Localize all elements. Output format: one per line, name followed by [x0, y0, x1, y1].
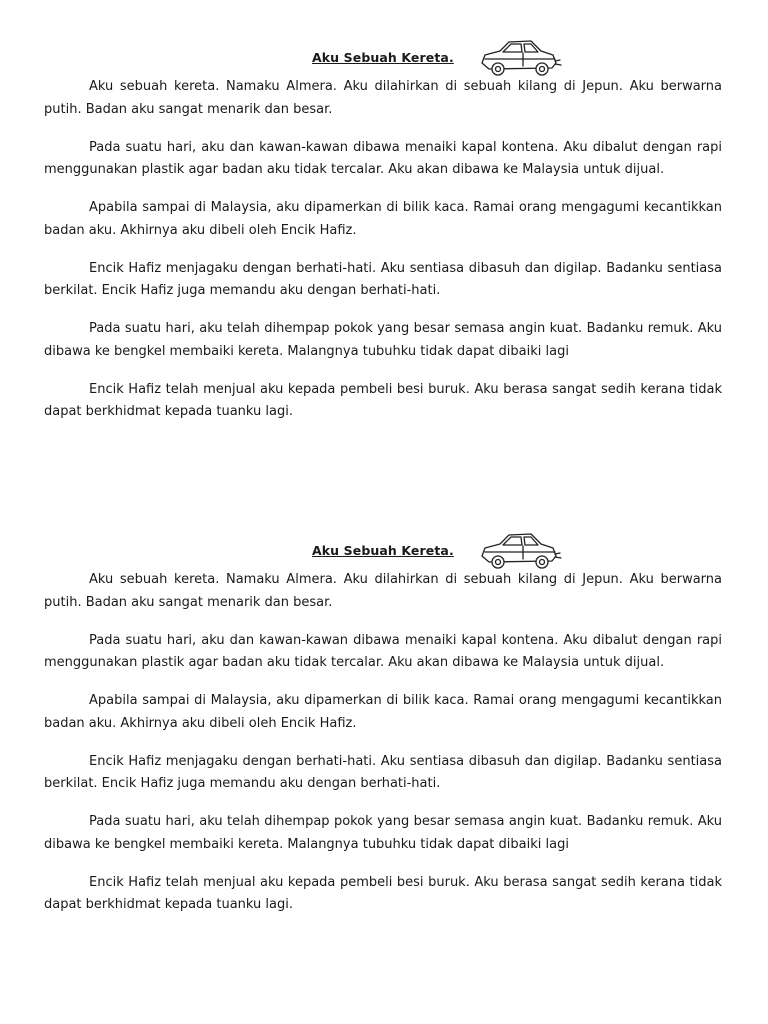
paragraph: Encik Hafiz menjagaku dengan berhati-hati. Aku sentiasa dibasuh dan digilap. Badanku sentiasa berkilat. Encik Hafiz juga memandu aku dengan berhati-hati. [44, 260, 722, 298]
paragraph: Apabila sampai di Malaysia, aku dipamerkan di bilik kaca. Ramai orang mengagumi kecantikkan badan aku. Akhirnya aku dibeli oleh Encik Hafiz. [44, 200, 722, 238]
paragraph: Aku sebuah kereta. Namaku Almera. Aku dilahirkan di sebuah kilang di Jepun. Aku berwarna putih. Badan aku sangat menarik dan besar. [44, 79, 722, 117]
title-row [44, 541, 722, 569]
paragraph: Encik Hafiz telah menjual aku kepada pembeli besi buruk. Aku berasa sangat sedih kerana tidak dapat berkhidmat kepada tuanku lagi. [44, 381, 722, 419]
paragraph: Encik Hafiz menjagaku dengan berhati-hati. Aku sentiasa dibasuh dan digilap. Badanku sentiasa berkilat. Encik Hafiz juga memandu aku dengan berhati-hati. [44, 753, 722, 791]
story-title: Aku Sebuah Kereta. [312, 50, 454, 65]
paragraph: Pada suatu hari, aku telah dihempap pokok yang besar semasa angin kuat. Badanku remuk. Aku dibawa ke bengkel membaiki kereta. Malangnya tubuhku tidak dapat dibaiki lagi [44, 814, 722, 852]
story-title: Aku Sebuah Kereta. [312, 543, 454, 558]
story-section-1 [44, 48, 722, 439]
paragraph: Encik Hafiz telah menjual aku kepada pembeli besi buruk. Aku berasa sangat sedih kerana tidak dapat berkhidmat kepada tuanku lagi. [44, 874, 722, 912]
car-icon [476, 525, 562, 577]
car-icon [476, 32, 562, 84]
title-row [44, 48, 722, 76]
paragraph: Apabila sampai di Malaysia, aku dipamerkan di bilik kaca. Ramai orang mengagumi kecantikkan badan aku. Akhirnya aku dibeli oleh Encik Hafiz. [44, 693, 722, 731]
paragraph: Pada suatu hari, aku telah dihempap pokok yang besar semasa angin kuat. Badanku remuk. Aku dibawa ke bengkel membaiki kereta. Malangnya tubuhku tidak dapat dibaiki lagi [44, 321, 722, 359]
paragraph: Pada suatu hari, aku dan kawan-kawan dibawa menaiki kapal kontena. Aku dibalut dengan rapi menggunakan plastik agar badan aku tidak tercalar. Aku akan dibawa ke Malaysia untuk dijual. [44, 632, 722, 670]
paragraph: Aku sebuah kereta. Namaku Almera. Aku dilahirkan di sebuah kilang di Jepun. Aku berwarna putih. Badan aku sangat menarik dan besar. [44, 572, 722, 610]
story-section-2 [44, 541, 722, 932]
paragraph: Pada suatu hari, aku dan kawan-kawan dibawa menaiki kapal kontena. Aku dibalut dengan rapi menggunakan plastik agar badan aku tidak tercalar. Aku akan dibawa ke Malaysia untuk dijual. [44, 139, 722, 177]
